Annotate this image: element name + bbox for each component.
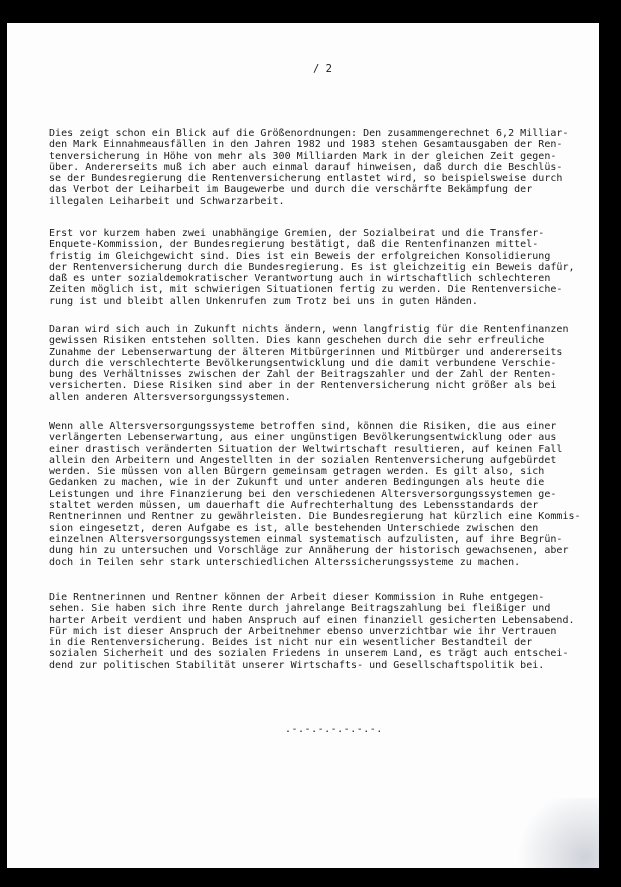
text-line: versicherten. Diese Risiken sind aber in der Rentenversicherung nicht größer als bei: [49, 380, 557, 392]
text-line: daß es unter sozialdemokratischer Verantwortung auch in wirtschaftlich schlechteren: [49, 273, 551, 285]
text-line: Daran wird sich auch in Zukunft nichts ändern, wenn langfristig für die Rentenfinanzen: [49, 324, 569, 335]
text-line: Die Rentnerinnen und Rentner können der Arbeit dieser Kommission in Ruhe entgegen-: [49, 592, 545, 603]
document-page: [7, 23, 599, 868]
text-line: den Mark Einnahmeausfällen in den Jahren 1982 und 1983 stehen Gesamtausgaben der Ren-: [49, 139, 563, 151]
paragraph-5: [49, 592, 575, 671]
text-line: dend zur politischen Stabilität unserer Wirtschafts- und Gesellschaftspolitik bei.: [49, 659, 545, 671]
end-separator: .-.-.-.-.-.-.-.: [285, 724, 383, 735]
text-line: einzelnen Altersversorgungssystemen einmal systematisch aufzulisten, auf ihre Begrün-: [49, 533, 563, 545]
text-line: Rentnerinnen und Rentner zu gewährleisten. Die Bundesregierung hat kürzlich eine Kommis-: [49, 511, 581, 523]
text-line: sozialen Sicherheit und des sozialen Friedens in unserem Land, es trägt auch entschei-: [49, 648, 569, 660]
text-line: dung hin zu untersuchen und Vorschläge zur Annäherung der historisch gewachsenen, aber: [49, 545, 569, 557]
text-line: Wenn alle Altersversorgungssysteme betroffen sind, können die Risiken, die aus einer: [49, 421, 557, 432]
text-line: tenversicherung in Höhe von mehr als 300 Milliarden Mark in der gleichen Zeit gegen-: [49, 150, 557, 162]
page-number: / 2: [313, 63, 332, 75]
paragraph-4: [49, 421, 581, 568]
text-line: durch die verschlechterte Bevölkerungsentwicklung und die damit verbundene Verschie-: [49, 357, 557, 369]
text-line: se der Bundesregierung die Rentenversicherung entlastet wird, so beispielsweise durch: [49, 173, 563, 185]
text-line: doch in Teilen sehr stark unterschiedlichen Alterssicherungssysteme zu machen.: [49, 556, 521, 568]
text-line: Erst vor kurzem haben zwei unabhängige Gremien, der Sozialbeirat und die Transfer-: [49, 228, 545, 239]
text-line: allein den Arbeitern und Angestellten in der sozialen Rentenversicherung aufgebürdet: [49, 454, 557, 466]
text-line: rung ist und bleibt allen Unkenrufen zum Trotz bei uns in guten Händen.: [49, 295, 478, 307]
text-line: Zunahme der Lebenserwartung der älteren Mitbürgerinnen und Mitbürger und andererseits: [49, 346, 563, 358]
text-line: bung des Verhältnisses zwischen der Zahl der Beitragszahler und der Zahl der Renten-: [49, 369, 557, 381]
text-line: in die Rentenversicherung. Beides ist nicht nur ein wesentlicher Bestandteil der: [49, 637, 533, 649]
text-line: staltet werden müssen, um dauerhaft die Aufrechterhaltung des Lebensstandards der: [49, 500, 539, 512]
text-line: werden. Sie müssen von allen Bürgern gemeinsam getragen werden. Es gilt also, sich: [49, 466, 545, 478]
text-line: Zeiten möglich ist, mit schwierigen Situationen fertig zu werden. Die Rentenversiche-: [49, 284, 563, 296]
text-line: Leistungen und ihre Finanzierung bei den verschiedenen Altersversorgungssystemen ge-: [49, 488, 557, 500]
text-line: fristig im Gleichgewicht sind. Dies ist ein Beweis der erfolgreichen Konsolidierung: [49, 250, 551, 262]
text-line: Gedanken zu machen, wie in der Zukunft und unter anderen Bedingungen als heute die: [49, 477, 545, 489]
text-line: verlängerten Lebenserwartung, aus einer ungünstigen Bevölkerungsentwicklung oder aus: [49, 432, 557, 444]
text-line: harter Arbeit verdient und haben Anspruch auf einen finanziell gesicherten Lebensabend.: [49, 614, 575, 626]
text-line: einer drastisch veränderten Situation der Weltwirtschaft resultieren, auf keinen Fall: [49, 443, 563, 455]
paragraph-1: [49, 128, 568, 207]
text-line: sehen. Sie haben sich ihre Rente durch jahrelange Beitragszahlung bei fleißiger und: [49, 603, 551, 615]
text-line: das Verbot der Leiharbeit im Baugewerbe und durch die verschärfte Bekämpfung der: [49, 184, 533, 196]
text-line: über. Andererseits muß ich aber auch einmal darauf hinweisen, daß durch die Beschlüs-: [49, 161, 563, 173]
text-line: Dies zeigt schon ein Blick auf die Größenordnungen: Den zusammengerechnet 6,2 Milliar-: [49, 128, 569, 139]
text-line: Enquete-Kommission, der Bundesregierung bestätigt, daß die Rentenfinanzen mittel-: [49, 239, 539, 251]
text-line: Für mich ist dieser Anspruch der Arbeitnehmer ebenso unverzichtbar wie ihr Vertrauen: [49, 625, 557, 637]
paragraph-2: [49, 228, 575, 307]
text-line: illegalen Leiharbeit und Schwarzarbeit.: [49, 195, 285, 207]
paragraph-3: [49, 324, 568, 403]
text-line: der Rentenversicherung durch die Bundesregierung. Es ist gleichzeitig ein Beweis dafür,: [49, 261, 575, 273]
text-line: allen anderen Altersversorgungssystemen.: [49, 391, 291, 403]
text-line: sion eingesetzt, deren Aufgabe es ist, alle bestehenden Unterschiede zwischen den: [49, 522, 539, 534]
text-line: gewissen Risiken entstehen sollten. Dies kann geschehen durch die sehr erfreuliche: [49, 335, 545, 347]
scan-noise: [509, 798, 599, 868]
